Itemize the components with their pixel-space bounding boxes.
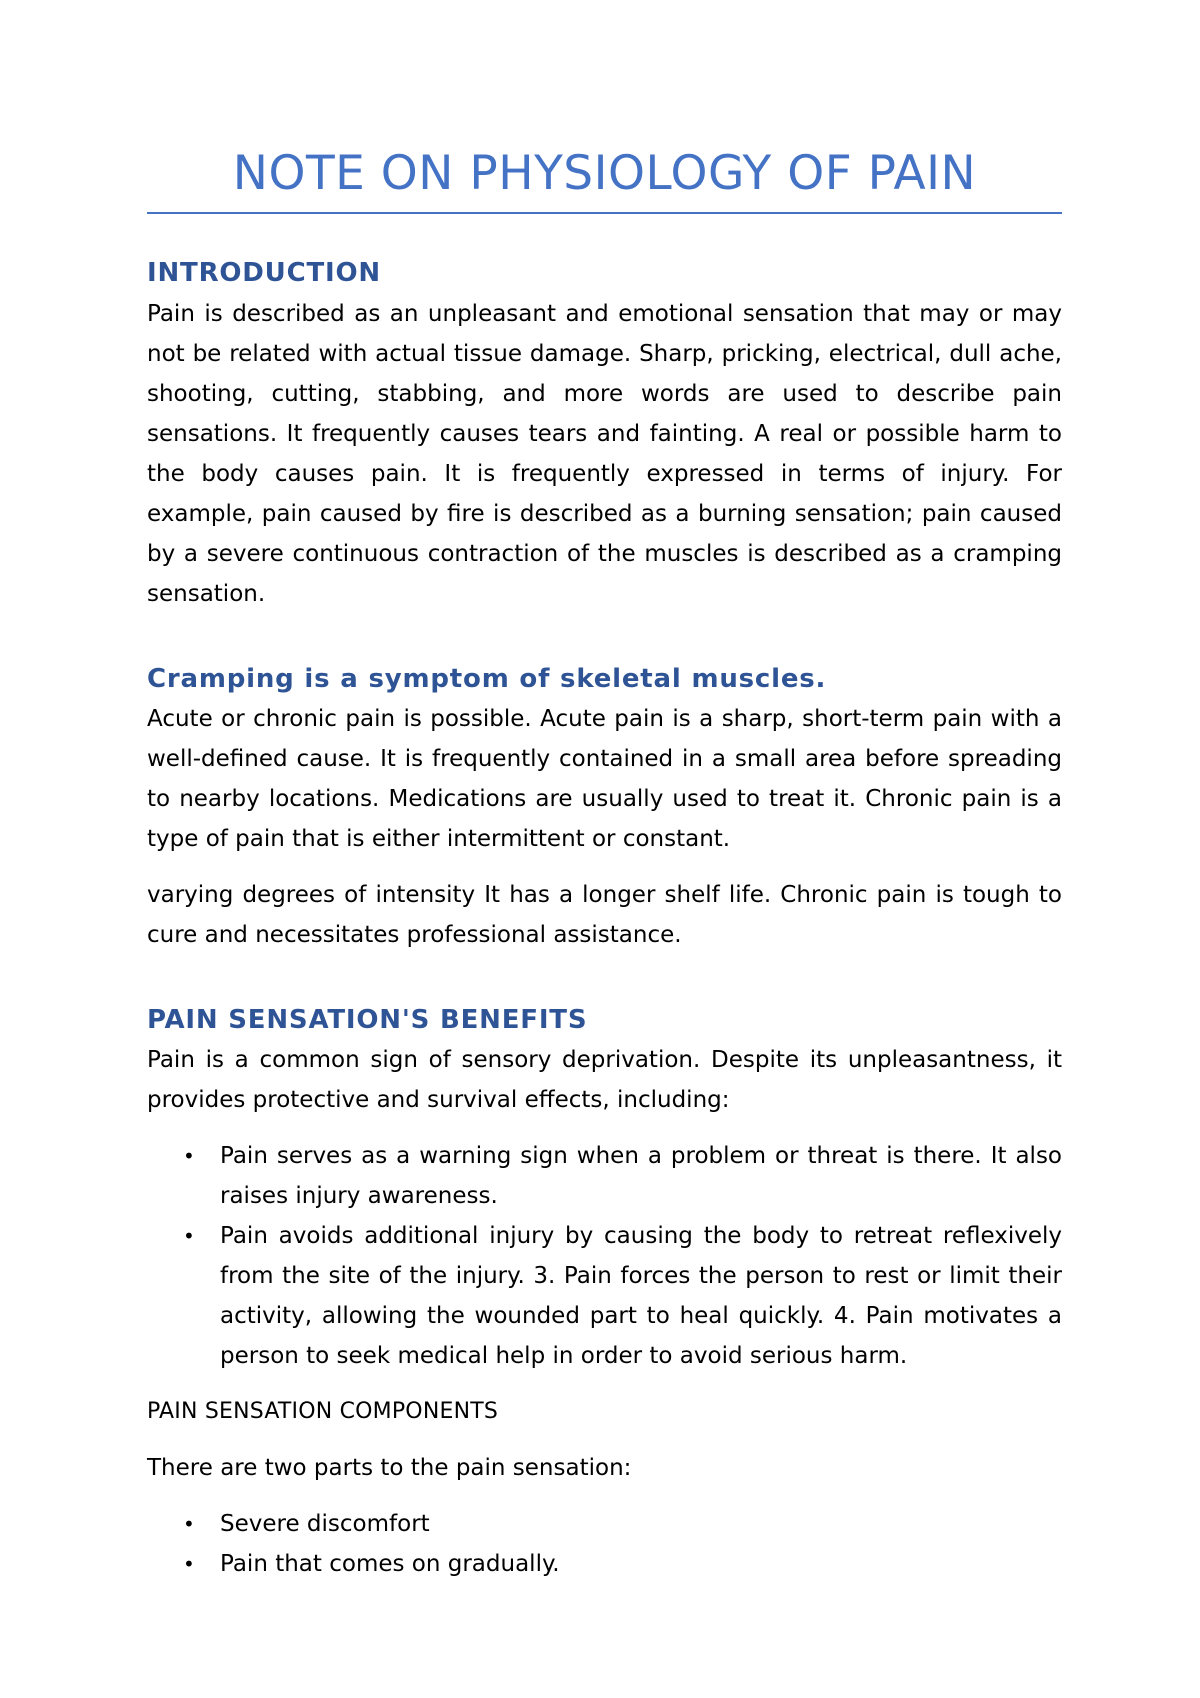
components-paragraph: There are two parts to the pain sensation: <box>147 1454 632 1481</box>
components-heading: PAIN SENSATION COMPONENTS <box>147 1398 499 1424</box>
introduction-paragraph: Pain is described as an unpleasant and emotional sensation that may or may not be related with actual tissue damage. Sharp, pricking, electrical, dull ache, shooting, cutting, stabbing, and more words are used to describe pain sensations. It frequently causes tears and fainting. A real or possible harm to the body causes pain. It is frequently expressed in terms of injury. For example, pain caused by fire is described as a burning sensation; pain caused by a severe continuous contraction of the muscles is described as a cramping sensation. <box>147 300 1062 607</box>
list-item <box>147 1136 1062 1216</box>
list-item-text: Severe discomfort <box>220 1510 430 1537</box>
components-list <box>147 1504 1062 1584</box>
list-item-text: Pain that comes on gradually. <box>220 1550 560 1577</box>
benefits-paragraph: Pain is a common sign of sensory deprivation. Despite its unpleasantness, it provides protective and survival effects, including: <box>147 1046 1062 1113</box>
benefits-list <box>147 1136 1062 1376</box>
list-item <box>147 1504 1062 1544</box>
section-heading-cramping: Cramping is a symptom of skeletal muscles. <box>147 663 827 694</box>
list-item-text: Pain avoids additional injury by causing the body to retreat reflexively from the site of the injury. 3. Pain forces the person to rest or limit their activity, allowing the wounded part to heal quickly. 4. Pain motivates a person to seek medical help in order to avoid serious harm. <box>220 1222 1062 1369</box>
cramping-paragraph-1: Acute or chronic pain is possible. Acute pain is a sharp, short-term pain with a well-defined cause. It is frequently contained in a small area before spreading to nearby locations. Medications are usually used to treat it. Chronic pain is a type of pain that is either intermittent or constant. <box>147 705 1062 852</box>
section-heading-introduction: INTRODUCTION <box>147 258 381 289</box>
bullet-icon: • <box>183 1551 195 1576</box>
list-item-text: Pain serves as a warning sign when a problem or threat is there. It also raises injury awareness. <box>220 1142 1062 1209</box>
bullet-icon: • <box>183 1223 195 1248</box>
title-underline <box>147 212 1062 214</box>
bullet-icon: • <box>183 1511 195 1536</box>
document-title: NOTE ON PHYSIOLOGY OF PAIN <box>232 146 977 201</box>
section-heading-benefits: PAIN SENSATION'S BENEFITS <box>147 1004 588 1035</box>
list-item <box>147 1544 1062 1584</box>
cramping-paragraph-2: varying degrees of intensity It has a longer shelf life. Chronic pain is tough to cure and necessitates professional assistance. <box>147 881 1062 948</box>
bullet-icon: • <box>183 1143 195 1168</box>
list-item <box>147 1216 1062 1376</box>
